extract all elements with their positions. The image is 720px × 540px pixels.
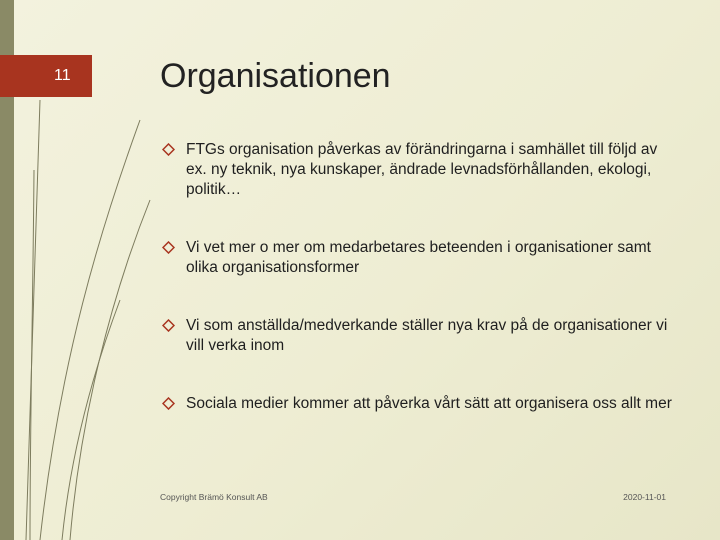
bullet-text: Vi vet mer o mer om medarbetares beteenden i organisationer samt olika organisationsformer (186, 239, 651, 276)
slide-title: Organisationen (160, 57, 391, 95)
bullet-item (162, 140, 682, 200)
bullet-item (162, 316, 682, 356)
diamond-outline-icon (162, 394, 186, 410)
bullet-text: Vi som anställda/medverkande ställer nya krav på de organisationer vi vill verka inom (186, 317, 668, 354)
footer-copyright: Copyright Brämö Konsult AB (160, 492, 268, 502)
bullet-item (162, 238, 682, 278)
bullet-text: FTGs organisation påverkas av förändringarna i samhället till följd av ex. ny teknik, nya kunskaper, ändrade levnadsförhållanden, ekologi, politik… (186, 141, 658, 198)
diamond-outline-icon (162, 316, 186, 332)
footer-date: 2020-11-01 (623, 492, 666, 502)
diamond-outline-icon (162, 238, 186, 254)
diamond-outline-icon (162, 140, 186, 156)
bullet-item (162, 394, 682, 414)
bullet-list (162, 140, 682, 414)
bullet-text: Sociala medier kommer att påverka vårt sätt att organisera oss allt mer (186, 395, 672, 412)
slide-number: 11 (54, 67, 71, 84)
